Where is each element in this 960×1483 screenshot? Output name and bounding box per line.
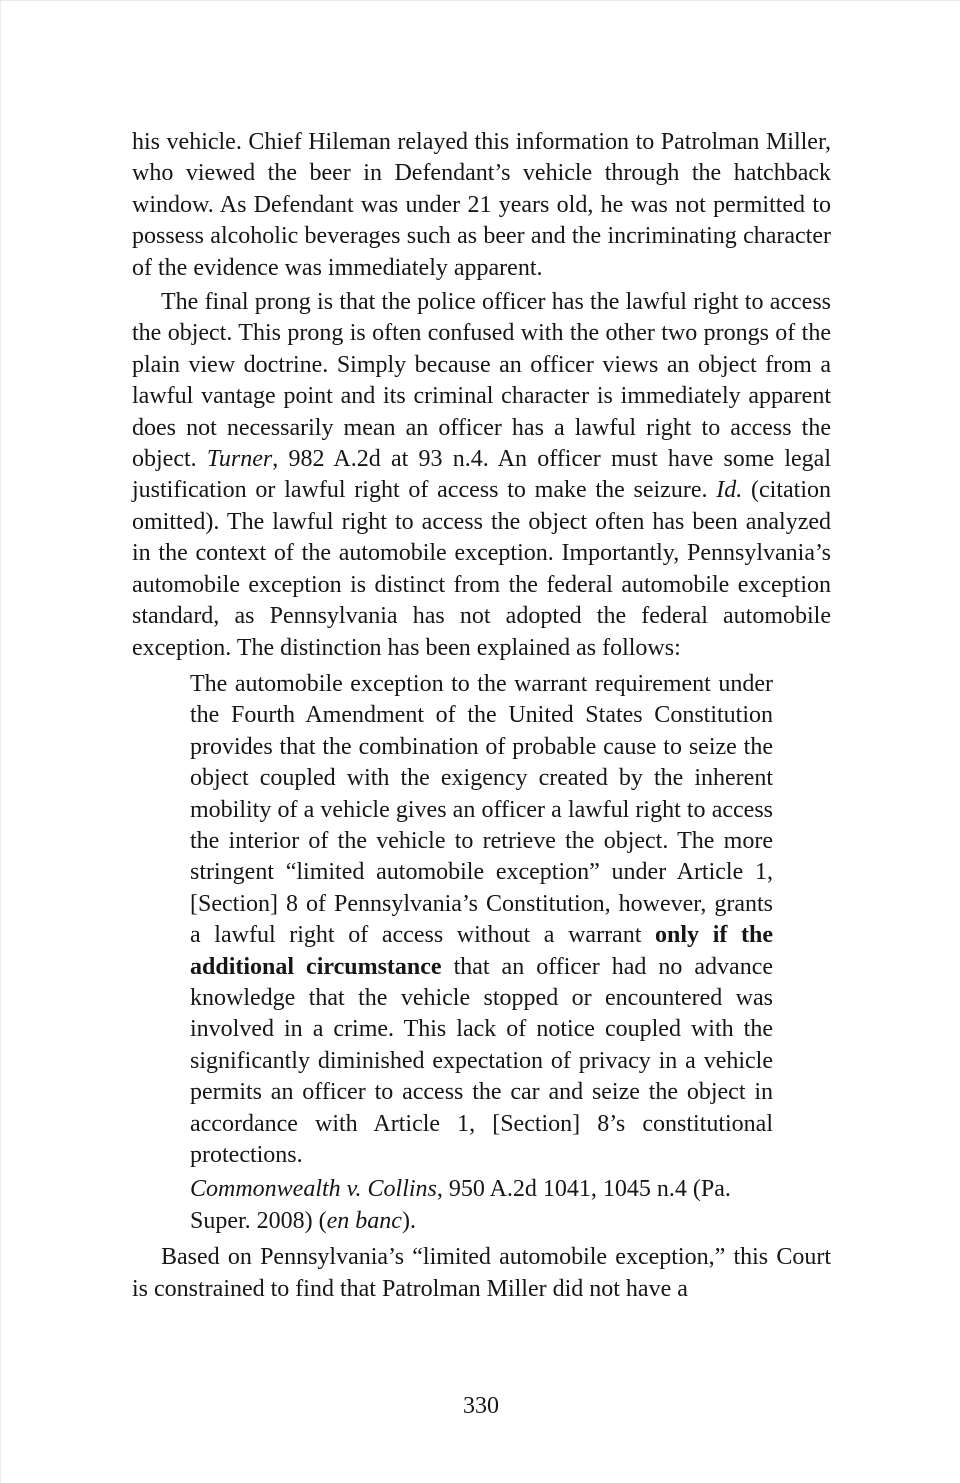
paragraph-2-text-b: , 982 A.2d at 93 n.4. An officer must have some legal justification or lawful right of access to make the seizure. [132, 446, 832, 504]
block-quote-text-a: The automobile exception to the warrant requirement under the Fourth Amendment of the United States Constitution provides that the combination of probable cause to seize the object coupled with the exigency created by the inherent mobility of a vehicle gives an officer a lawful right to access the interior of the vehicle to retrieve the object. The more stringent “limited automobile exception” under Article 1, [Section] 8 of Pennsylvania’s Constitution, however, grants a lawful right of access without a warrant [190, 670, 773, 949]
citation-en-banc: en banc [326, 1207, 402, 1234]
citation-case-name: Commonwealth v. Collins [190, 1176, 437, 1203]
block-quote-emphasis: only if the additional circumstance [190, 922, 773, 980]
citation-close: ). [401, 1207, 416, 1234]
block-quote [190, 669, 773, 1172]
citation-reporter: , 950 A.2d 1041, 1045 n.4 (Pa. Super. 2008) ( [190, 1176, 731, 1234]
case-citation-id: Id. [716, 477, 743, 504]
block-quote-text-b: that an officer had no advance knowledge that the vehicle stopped or encountered was involved in a crime. This lack of notice coupled with the significantly diminished expectation of privacy in a vehicle permits an officer to access the car and seize the object in accordance with Article 1, [Section] 8’s constitutional protections. [190, 953, 773, 1168]
paragraph-2-text-c: (citation omitted). The lawful right to access the object often has been analyzed in the context of the automobile exception. Importantly, Pennsylvania’s automobile exception is distinct from the federal automobile exception standard, as Pennsylvania has not adopted the federal automobile exception. The distinction has been explained as follows: [132, 477, 831, 661]
paragraph-3: Based on Pennsylvania’s “limited automobile exception,” this Court is constrained to find that Patrolman Miller did not have a [132, 1244, 831, 1302]
case-citation-turner: Turner [206, 446, 273, 473]
page-number: 330 [463, 1393, 499, 1419]
paragraph-2 [132, 287, 831, 664]
body-text [132, 127, 831, 1308]
paragraph-1: his vehicle. Chief Hileman relayed this information to Patrolman Miller, who viewed the beer in Defendant’s vehicle through the hatchback window. As Defendant was under 21 years old, he was not permitted to possess alcoholic beverages such as beer and the incriminating character of the evidence was immediately apparent. [132, 129, 831, 281]
block-quote-citation [190, 1174, 773, 1237]
paragraph-2-text-a: The final prong is that the police officer has the lawful right to access the object. This prong is often confused with the other two prongs of the plain view doctrine. Simply because an officer views an object from a lawful vantage point and its criminal character is immediately apparent does not necessarily mean an officer has a lawful right to access the object. [132, 289, 831, 473]
